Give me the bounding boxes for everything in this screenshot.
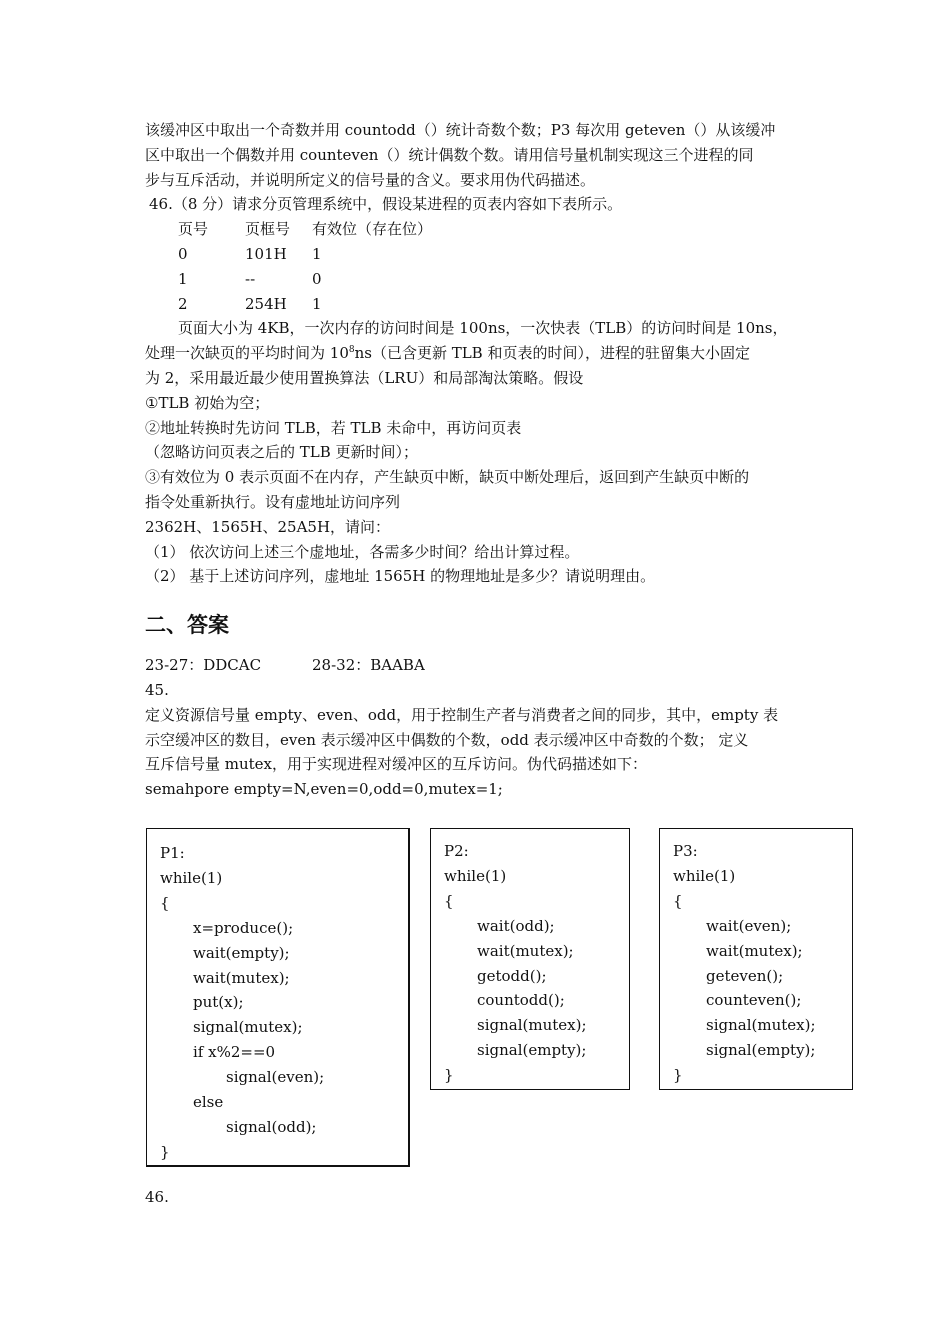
header-frame-no: 页框号 bbox=[245, 220, 291, 239]
code-line: countodd(); bbox=[477, 991, 565, 1010]
code-line: signal(mutex); bbox=[193, 1018, 303, 1037]
definition-line-1: 定义资源信号量 empty、even、odd，用于控制生产者与消费者之间的同步，其中，empty 表 bbox=[145, 705, 779, 724]
cell: 0 bbox=[178, 244, 188, 263]
address-sequence: 2362H、1565H、25A5H，请问： bbox=[145, 517, 391, 536]
code-line: signal(empty); bbox=[477, 1041, 587, 1060]
q46-para-1c: 为 2，采用最近最少使用置换算法（LRU）和局部淘汰策略。假设 bbox=[145, 368, 584, 387]
intro-line-2: 区中取出一个偶数并用 counteven（）统计偶数个数。请用信号量机制实现这三个进程的同 bbox=[145, 145, 754, 164]
cell: 254H bbox=[245, 294, 287, 313]
code-line: P1: bbox=[160, 844, 185, 862]
table-row bbox=[178, 292, 512, 317]
code-line: wait(even); bbox=[706, 916, 792, 935]
definition-line-3: 互斥信号量 mutex，用于实现进程对缓冲区的互斥访问。伪代码描述如下： bbox=[145, 755, 648, 774]
code-line: signal(mutex); bbox=[706, 1016, 816, 1035]
page-table bbox=[178, 217, 512, 316]
code-line: counteven(); bbox=[706, 991, 802, 1010]
cell: 2 bbox=[178, 294, 188, 313]
header-page-no: 页号 bbox=[178, 220, 209, 239]
code-line: signal(odd); bbox=[226, 1117, 317, 1136]
code-line: if x%2==0 bbox=[193, 1043, 276, 1062]
header-valid-bit: 有效位（存在位） bbox=[312, 220, 433, 239]
code-line: wait(mutex); bbox=[706, 941, 803, 960]
table-row bbox=[178, 242, 512, 267]
cell: 1 bbox=[178, 269, 188, 288]
assumption-2b: （忽略访问页表之后的 TLB 更新时间）； bbox=[145, 443, 419, 462]
code-line: x=produce(); bbox=[193, 918, 294, 937]
code-line: wait(mutex); bbox=[477, 941, 574, 960]
answer-ranges bbox=[145, 653, 810, 678]
code-line: P2: bbox=[444, 842, 469, 860]
code-line: { bbox=[160, 893, 170, 912]
code-line: wait(mutex); bbox=[193, 968, 290, 987]
q46-para-1b bbox=[145, 341, 810, 366]
code-line: } bbox=[673, 1066, 683, 1085]
code-line: P3: bbox=[673, 842, 698, 860]
code-line: while(1) bbox=[673, 866, 736, 885]
code-line: while(1) bbox=[160, 868, 223, 887]
cell: 101H bbox=[245, 244, 287, 263]
code-box-p1 bbox=[146, 828, 410, 1167]
code-line: put(x); bbox=[193, 993, 244, 1012]
code-line: signal(mutex); bbox=[477, 1016, 587, 1035]
code-line: } bbox=[444, 1066, 454, 1085]
code-line: { bbox=[444, 891, 454, 910]
code-line: wait(odd); bbox=[477, 916, 555, 935]
answer-range-1: 23-27：DDCAC bbox=[145, 656, 262, 675]
q46-answer-label: 46. bbox=[145, 1188, 169, 1206]
sub-question-2: （2） 基于上述访问序列，虚地址 1565H 的物理地址是多少？请说明理由。 bbox=[145, 567, 656, 586]
cell: 0 bbox=[312, 269, 322, 288]
document-body bbox=[145, 118, 810, 802]
q46-para-1b-post: ns（已含更新 TLB 和页表的时间），进程的驻留集大小固定 bbox=[354, 344, 750, 363]
q46-title: 46.（8 分）请求分页管理系统中，假设某进程的页表内容如下表所示。 bbox=[149, 195, 623, 214]
code-box-p3 bbox=[659, 828, 853, 1090]
code-line: signal(even); bbox=[226, 1068, 325, 1087]
assumption-2: ②地址转换时先访问 TLB，若 TLB 未命中，再访问页表 bbox=[145, 418, 522, 437]
code-line: while(1) bbox=[444, 866, 507, 885]
code-line: signal(empty); bbox=[706, 1041, 816, 1060]
code-line: wait(empty); bbox=[193, 943, 290, 962]
answer-range-2: 28-32：BAABA bbox=[312, 656, 425, 675]
q46-para-1b-pre: 处理一次缺页的平均时间为 10 bbox=[145, 344, 349, 363]
intro-line-3: 步与互斥活动，并说明所定义的信号量的含义。要求用伪代码描述。 bbox=[145, 170, 596, 189]
page-table-header bbox=[178, 217, 512, 242]
cell: -- bbox=[245, 269, 256, 288]
q45-label: 45. bbox=[145, 680, 169, 699]
code-box-p2 bbox=[430, 828, 630, 1090]
intro-line-1: 该缓冲区中取出一个奇数并用 countodd（）统计奇数个数；P3 每次用 geteven（）从该缓冲 bbox=[145, 121, 776, 139]
semaphore-declaration: semahpore empty=N,even=0,odd=0,mutex=1; bbox=[145, 780, 503, 799]
assumption-1: ①TLB 初始为空； bbox=[145, 393, 270, 412]
code-line: { bbox=[673, 891, 683, 910]
cell: 1 bbox=[312, 294, 322, 313]
assumption-3b: 指令处重新执行。设有虚地址访问序列 bbox=[145, 492, 401, 511]
code-line: } bbox=[160, 1142, 170, 1161]
answers-heading: 二、答案 bbox=[145, 613, 229, 638]
code-line: getodd(); bbox=[477, 966, 547, 985]
exponent: 8 bbox=[348, 345, 355, 356]
cell: 1 bbox=[312, 244, 322, 263]
table-row bbox=[178, 267, 512, 292]
assumption-3a: ③有效位为 0 表示页面不在内存，产生缺页中断，缺页中断处理后，返回到产生缺页中断的 bbox=[145, 468, 750, 487]
sub-question-1: （1） 依次访问上述三个虚地址，各需多少时间？给出计算过程。 bbox=[145, 542, 580, 561]
definition-line-2: 示空缓冲区的数目，even 表示缓冲区中偶数的个数，odd 表示缓冲区中奇数的个数； 定义 bbox=[145, 730, 749, 749]
code-line: geteven(); bbox=[706, 966, 784, 985]
code-line: else bbox=[193, 1093, 224, 1112]
q46-para-1a: 页面大小为 4KB，一次内存的访问时间是 100ns，一次快表（TLB）的访问时间是 10ns， bbox=[178, 319, 788, 338]
